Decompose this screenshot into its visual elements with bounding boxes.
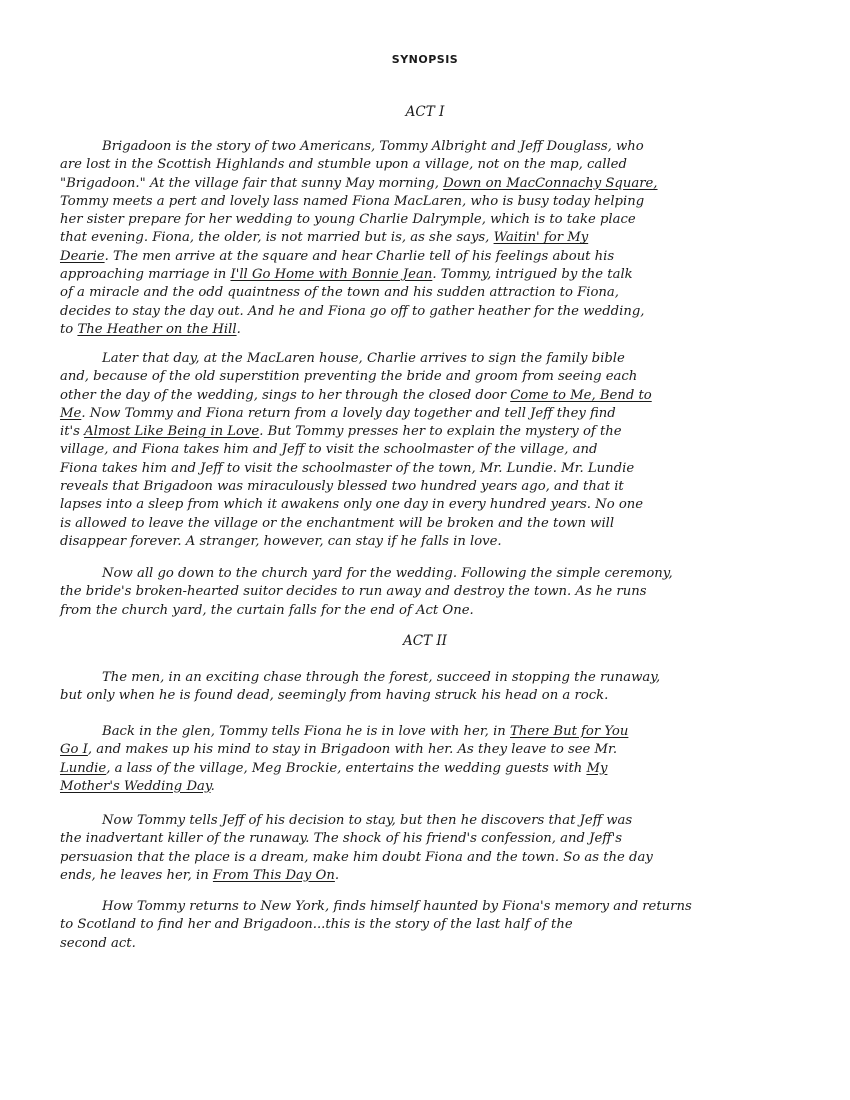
text-line [60, 533, 820, 551]
text-line [60, 602, 820, 620]
line-text: that evening. Fiona, the older, is not married but is, as she says, [60, 230, 494, 246]
act-one-paragraph-3 [60, 565, 820, 620]
line-text: reveals that Brigadoon was miraculously blessed two hundred years ago, and that it [60, 479, 624, 495]
line-text: "Brigadoon." At the village fair that sunny May morning, [60, 175, 444, 191]
line-text: her sister prepare for her wedding to young Charlie Dalrymple, which is to take place [60, 212, 636, 228]
text-line [60, 266, 820, 284]
line-text: Now all go down to the church yard for the wedding. Following the simple ceremony, [102, 566, 673, 581]
act-two-paragraph-4 [60, 898, 820, 953]
line-text: the inadvertant killer of the runaway. The shock of his friend's confession, and Jeff's [60, 831, 622, 847]
line-text: to [60, 321, 78, 337]
text-line [60, 565, 820, 583]
text-line [60, 423, 820, 441]
text-line [60, 441, 820, 459]
text-line [60, 778, 820, 796]
page-title: SYNOPSIS [391, 53, 459, 66]
line-text: lapses into a sleep from which it awakens only one day in every hundred years. No one [60, 497, 644, 513]
text-line [60, 321, 820, 339]
text-line [60, 916, 820, 934]
text-line [60, 303, 820, 321]
line-text: The men, in an exciting chase through the forest, succeed in stopping the runaway, [102, 670, 661, 685]
act-two-paragraph-2 [60, 723, 820, 796]
text-line [60, 138, 820, 156]
line-text: are lost in the Scottish Highlands and stumble upon a village, not on the map, called [60, 157, 627, 173]
text-line [60, 496, 820, 514]
song-title: Mother's Wedding Day [60, 778, 211, 794]
line-text: is allowed to leave the village or the enchantment will be broken and the town will [60, 515, 615, 531]
text-line [60, 368, 820, 386]
line-text: to Scotland to find her and Brigadoon...this is the story of the last half of the [60, 917, 573, 933]
line-text: , a lass of the village, Meg Brockie, entertains the wedding guests with [106, 760, 587, 776]
song-title: Lundie [60, 760, 107, 776]
line-text: second act. [60, 935, 136, 951]
song-title: There But for You [509, 724, 629, 739]
text-line [60, 229, 820, 247]
text-line [60, 460, 820, 478]
song-title: Almost Like Being in Love [84, 424, 260, 440]
line-text: village, and Fiona takes him and Jeff to visit the schoolmaster of the village, and [60, 442, 598, 458]
line-text: Now Tommy tells Jeff of his decision to stay, but then he discovers that Jeff was [102, 813, 633, 828]
text-line [60, 687, 820, 705]
line-text: . [334, 867, 340, 883]
line-text: , and makes up his mind to stay in Brigadoon with her. As they leave to see Mr. [87, 742, 618, 758]
song-title: The Heather on the Hill [77, 321, 237, 337]
line-text: of a miracle and the odd quaintness of the town and his sudden attraction to Fiona, [60, 285, 619, 301]
line-text: but only when he is found dead, seemingly from having struck his head on a rock. [60, 688, 609, 704]
line-text: ends, he leaves her, in [60, 867, 213, 883]
text-line [60, 284, 820, 302]
text-line [60, 478, 820, 496]
line-text: it's [60, 424, 85, 440]
act-two-paragraph-1 [60, 669, 820, 706]
act-two-heading: ACT II [402, 633, 448, 649]
song-title: My [586, 760, 608, 776]
text-line [60, 175, 820, 193]
line-text: Brigadoon is the story of two Americans, Tommy Albright and Jeff Douglass, who [102, 139, 644, 154]
line-text: other the day of the wedding, sings to her through the closed door [60, 387, 511, 403]
line-text: the bride's broken-hearted suitor decides to run away and destroy the town. As he runs [60, 584, 647, 600]
text-line [60, 812, 820, 830]
line-text: . The men arrive at the square and hear Charlie tell of his feelings about his [104, 248, 615, 264]
act-one-heading: ACT I [405, 104, 445, 120]
text-line [60, 935, 820, 953]
act-one-paragraph-1 [60, 138, 820, 339]
song-title: I'll Go Home with Bonnie Jean [230, 267, 433, 283]
text-line [60, 760, 820, 778]
line-text: from the church yard, the curtain falls for the end of Act One. [60, 602, 474, 618]
line-text: approaching marriage in [60, 267, 231, 283]
text-line [60, 405, 820, 423]
text-line [60, 583, 820, 601]
text-line [60, 669, 820, 687]
act-two-paragraph-3 [60, 812, 820, 885]
text-line [60, 156, 820, 174]
text-line [60, 867, 820, 885]
line-text: . Tommy, intrigued by the talk [432, 267, 633, 283]
line-text: Later that day, at the MacLaren house, Charlie arrives to sign the family bible [102, 351, 625, 366]
text-line [60, 898, 820, 916]
text-line [60, 193, 820, 211]
song-title: Down on MacConnachy Square, [443, 175, 658, 191]
song-title: Come to Me, Bend to [510, 387, 652, 403]
line-text: . [210, 778, 215, 794]
text-line [60, 723, 820, 741]
text-line [60, 211, 820, 229]
line-text: and, because of the old superstition preventing the bride and groom from seeing each [60, 369, 638, 385]
song-title: Go I [60, 742, 88, 758]
line-text: Back in the glen, Tommy tells Fiona he is in love with her, in [102, 724, 510, 739]
line-text: How Tommy returns to New York, finds himself haunted by Fiona's memory and returns [102, 899, 692, 914]
line-text: decides to stay the day out. And he and Fiona go off to gather heather for the wedding, [60, 303, 645, 319]
line-text: Tommy meets a pert and lovely lass named Fiona MacLaren, who is busy today helping [60, 193, 645, 209]
line-text: disappear forever. A stranger, however, can stay if he falls in love. [60, 533, 502, 549]
text-line [60, 350, 820, 368]
text-line [60, 849, 820, 867]
text-line [60, 830, 820, 848]
text-line [60, 515, 820, 533]
text-line [60, 248, 820, 266]
song-title: Dearie [60, 248, 105, 264]
song-title: Me [60, 405, 82, 421]
text-line [60, 741, 820, 759]
text-line [60, 387, 820, 405]
line-text: Fiona takes him and Jeff to visit the schoolmaster of the town, Mr. Lundie. Mr. Lundie [60, 460, 635, 476]
line-text: . Now Tommy and Fiona return from a lovely day together and tell Jeff they find [81, 405, 616, 421]
line-text: . But Tommy presses her to explain the mystery of the [259, 424, 622, 440]
song-title: From This Day On [212, 867, 335, 883]
song-title: Waitin' for My [493, 230, 589, 246]
line-text: persuasion that the place is a dream, make him doubt Fiona and the town. So as the day [60, 849, 653, 865]
act-one-paragraph-2 [60, 350, 820, 551]
line-text: . [236, 321, 241, 337]
